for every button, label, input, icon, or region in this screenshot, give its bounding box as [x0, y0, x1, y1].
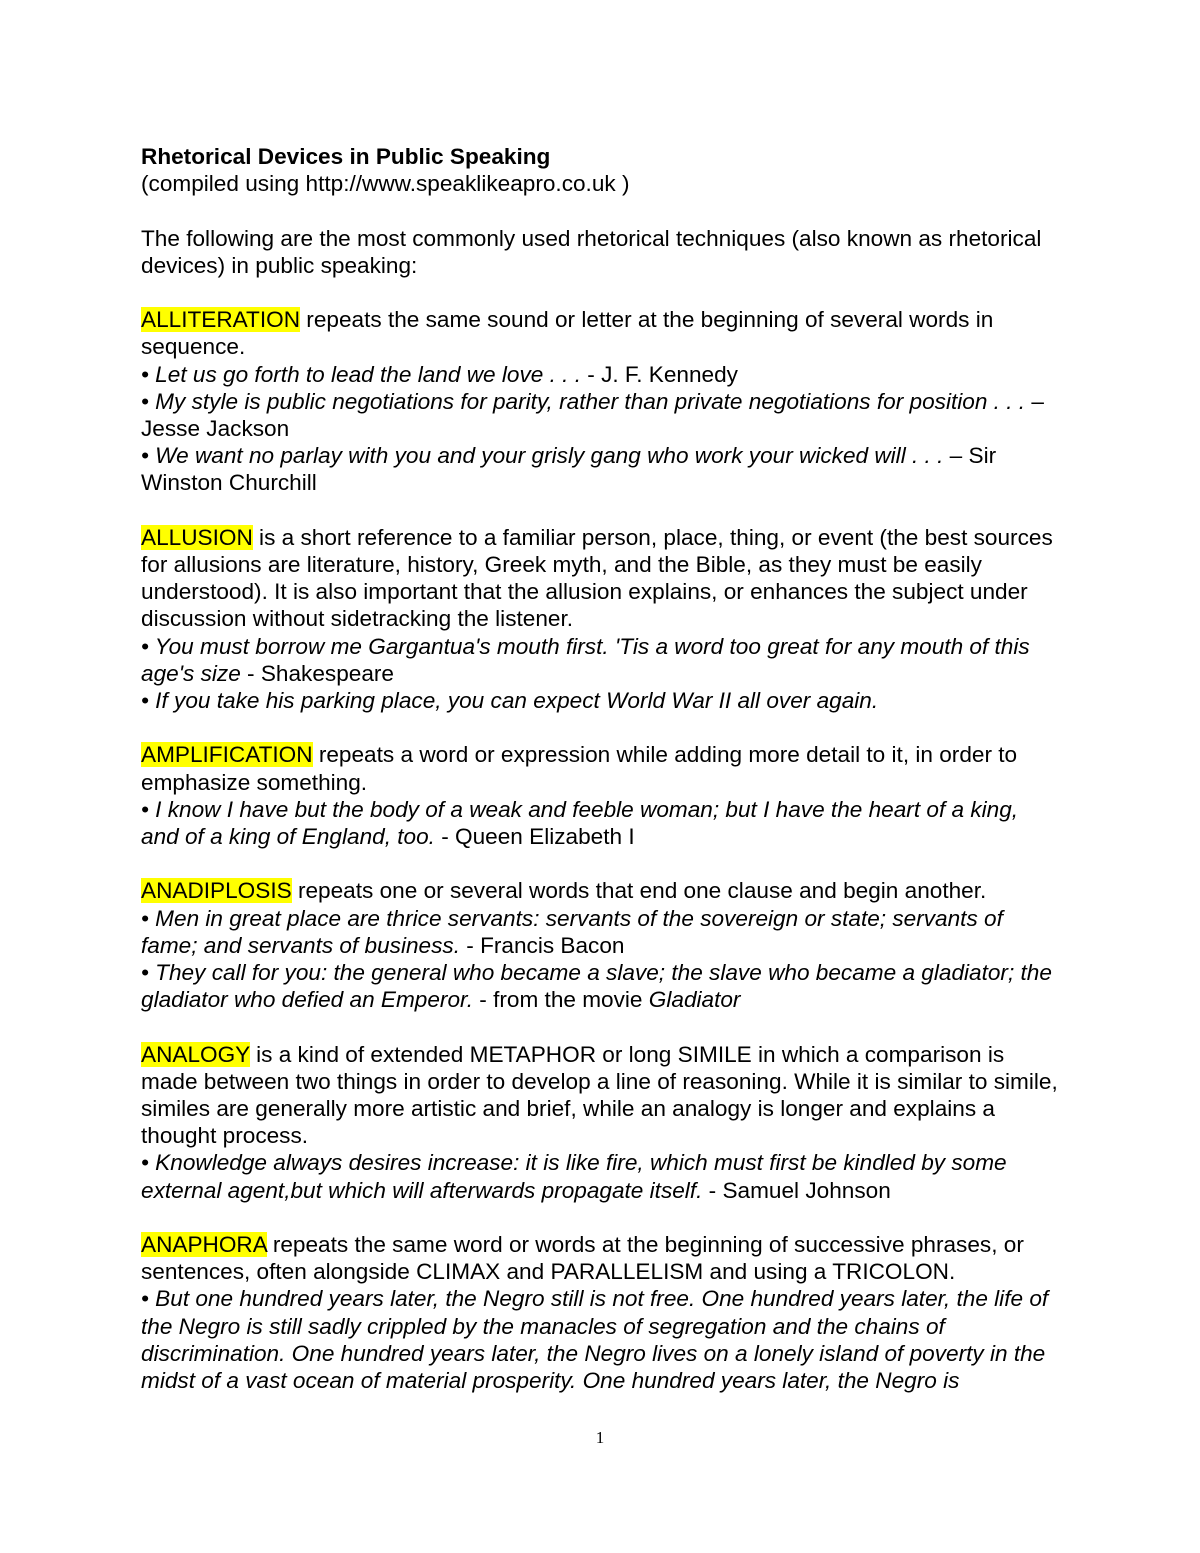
- alliteration-definition: ALLITERATION repeats the same sound or letter at the beginning of several words in sequence.: [141, 307, 994, 360]
- document-title: Rhetorical Devices in Public Speaking: [141, 144, 551, 169]
- analogy-definition: ANALOGY is a kind of extended METAPHOR or long SIMILE in which a comparison is made between two things in order to develop a line of reasoning. While it is similar to simile, similes are generally more artistic and brief, while an analogy is longer and explains a thought process.: [141, 1041, 1058, 1149]
- anadiplosis-definition: ANADIPLOSIS repeats one or several words that end one clause and begin another.: [141, 878, 987, 904]
- analogy-example-1: • Knowledge always desires increase: it is like fire, which must first be kindled by some external agent,but which will afterwards propagate itself. - Samuel Johnson: [141, 1150, 1007, 1203]
- anadiplosis-term: ANADIPLOSIS: [141, 878, 292, 904]
- alliteration-example-2: • My style is public negotiations for parity, rather than private negotiations for position . . . – Jesse Jackson: [141, 388, 1044, 441]
- alliteration-example-3: • We want no parlay with you and your grisly gang who work your wicked will . . . – Sir Winston Churchill: [141, 443, 997, 496]
- amplification-definition: AMPLIFICATION repeats a word or expression while adding more detail to it, in order to emphasize something.: [141, 742, 1018, 795]
- amplification-example-1: • I know I have but the body of a weak and feeble woman; but I have the heart of a king, and of a king of England, too. - Queen Elizabeth I: [141, 796, 1019, 850]
- page-number: 1: [595, 1428, 605, 1447]
- allusion-example-2: • If you take his parking place, you can expect World War II all over again.: [141, 688, 879, 714]
- document-body: [141, 143, 1061, 1394]
- anadiplosis-example-2: • They call for you: the general who became a slave; the slave who became a gladiator; the gladiator who defied an Emperor. - from the movie Gladiator: [141, 960, 1052, 1013]
- allusion-example-1: • You must borrow me Gargantua's mouth first. 'Tis a word too great for any mouth of this age's size - Shakespeare: [141, 633, 1030, 686]
- intro-paragraph: The following are the most commonly used rhetorical techniques (also known as rhetorical devices) in public speaking:: [141, 225, 1042, 278]
- anaphora-example-1: • But one hundred years later, the Negro still is not free. One hundred years later, the life of the Negro is still sadly crippled by the manacles of segregation and the chains of discrimination. One hundred years later, the Negro lives on a lonely island of poverty in the midst of a vast ocean of material prosperity. One hundred years later, the Negro is: [141, 1286, 1049, 1394]
- anaphora-definition: ANAPHORA repeats the same word or words at the beginning of successive phrases, or sentences, often alongside CLIMAX and PARALLELISM and using a TRICOLON.: [141, 1232, 1024, 1285]
- document-subtitle: (compiled using http://www.speaklikeapro.co.uk ): [141, 171, 630, 197]
- analogy-term: ANALOGY: [141, 1041, 250, 1067]
- amplification-term: AMPLIFICATION: [141, 742, 313, 768]
- allusion-definition: ALLUSION is a short reference to a familiar person, place, thing, or event (the best sources for allusions are literature, history, Greek myth, and the Bible, as they must be easily understood). It is also important that the allusion explains, or enhances the subject under discussion without sidetracking the listener.: [141, 524, 1053, 632]
- alliteration-example-1: • Let us go forth to lead the land we love . . . - J. F. Kennedy: [141, 361, 738, 387]
- allusion-term: ALLUSION: [141, 524, 253, 550]
- anadiplosis-example-1: • Men in great place are thrice servants: servants of the sovereign or state; servants of fame; and servants of business. - Francis Bacon: [141, 905, 1003, 958]
- alliteration-term: ALLITERATION: [141, 307, 301, 333]
- anaphora-term: ANAPHORA: [141, 1232, 267, 1258]
